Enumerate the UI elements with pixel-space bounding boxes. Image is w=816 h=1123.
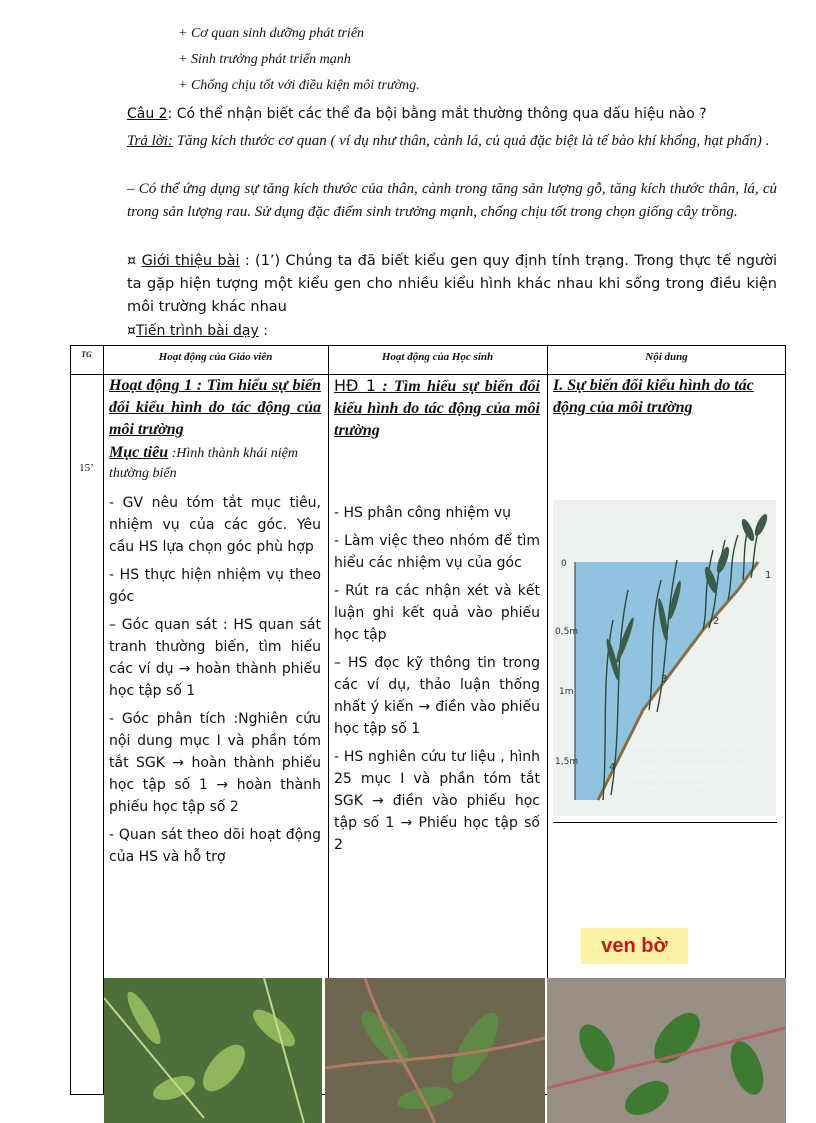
teacher-column — [109, 375, 321, 874]
depth-label-0: 0 — [561, 559, 567, 569]
caption-title: Hình 25. Sự biến đổi lá cây rau mác — [631, 742, 747, 750]
header-time: TG — [81, 350, 92, 359]
teacher-item-2: - HS thực hiện nhiệm vụ theo góc — [109, 567, 321, 605]
plant-photo-1 — [104, 978, 322, 1123]
bullet-3: + Chống chịu tốt với điều kiện môi trường. — [178, 78, 420, 93]
point-label-1: 1 — [765, 570, 772, 581]
teacher-goal — [109, 443, 321, 484]
intro-text: : (1’) Chúng ta đã biết kiểu gen quy định tính trạng. Trong thực tế người ta gặp hiện tượng một kiểu gen cho nhiều kiểu hình khác nhau khi sống trong điều kiện môi trường khác nhau — [127, 253, 777, 315]
lesson-intro — [127, 250, 777, 319]
student-column — [334, 375, 540, 862]
time-cell: 15’ — [79, 462, 94, 474]
header-content: Nội dung — [645, 351, 688, 363]
answer-text: Tăng kích thước cơ quan ( ví dụ như thân, cành lá, củ quả đặc biệt là tế bào khí khổng, hạt phấn) . — [172, 133, 770, 149]
teacher-activity-title — [109, 375, 321, 441]
teacher-goal-text: :Hình thành khái niệm thường biến — [109, 446, 298, 481]
teacher-goal-label: Mục tiêu — [109, 444, 169, 461]
intro-symbol: ¤ — [127, 253, 137, 269]
lesson-process — [127, 320, 777, 343]
point-label-2: 2 — [713, 616, 720, 627]
caption-line-2: – Lá trong nước có hình bản dài — [631, 783, 722, 791]
student-activity-title — [334, 375, 540, 442]
student-activity-label: HĐ 1 — [334, 376, 377, 395]
teacher-item-3: – Góc quan sát : HS quan sát tranh thường biến, tìm hiểu các ví dụ → hoàn thành phiếu học tập số 1 — [109, 617, 321, 699]
process-colon: : — [258, 323, 268, 339]
student-item-3: - Rút ra các nhận xét và kết luận ghi kết quả vào phiếu học tập — [334, 583, 540, 643]
caption-line-1: – Lá trên cạn, trong không khí hoặc trên mặt nước có hình mũi mác. — [631, 763, 745, 781]
process-symbol: ¤ — [127, 323, 136, 339]
student-item-2: - Làm việc theo nhóm để tìm hiểu các nhiệm vụ của góc — [334, 533, 540, 571]
student-item-4: – HS đọc kỹ thông tin trong các ví dụ, thảo luận thống nhất ý kiến → điền vào phiếu học tập số 1 — [334, 655, 540, 737]
application-text: – Có thể ứng dụng sự tăng kích thước của thân, cành trong tăng sản lượng gỗ, tăng kích thước thân, lá, củ trong sản lượng rau. Sử dụng đặc điểm sinh trưởng mạnh, chống chịu tốt trong chọn giống cây trồng. — [127, 181, 777, 220]
figure-caption — [631, 762, 749, 792]
question-2-label: Câu 2 — [127, 106, 168, 122]
intro-label: Giới thiệu bài — [141, 253, 240, 269]
depth-label-05: 0,5m — [555, 627, 579, 637]
teacher-item-1: - GV nêu tóm tắt mục tiêu, nhiệm vụ của các góc. Yêu cầu HS lựa chọn góc phù hợp — [109, 495, 321, 555]
plant-photo-2 — [325, 978, 545, 1123]
header-student: Hoạt động của Học sinh — [381, 351, 494, 363]
student-activity-text: : Tìm hiểu sự biến đổi kiểu hình do tác động của môi trường — [334, 378, 540, 439]
header-teacher: Hoạt động của Giáo viên — [158, 351, 273, 363]
answer — [127, 130, 777, 153]
student-item-5: - HS nghiên cứu tư liệu , hình 25 mục I và phần tóm tắt SGK → điền vào phiếu học tập số 1 → Phiếu học tập số 2 — [334, 749, 540, 853]
figure-divider — [553, 822, 777, 823]
answer-label: Trả lời: — [127, 133, 173, 149]
point-label-3: 3 — [661, 674, 668, 685]
teacher-activity-text: : Tìm hiểu sự biến đổi kiểu hình do tác động của môi trường — [109, 377, 321, 438]
question-2-text: : Có thể nhận biết các thể đa bội bằng mắt thường thông qua dấu hiệu nào ? — [167, 106, 707, 122]
question-2 — [127, 103, 777, 126]
depth-label-15: 1,5m — [555, 757, 579, 767]
bullet-1: + Cơ quan sinh dưỡng phát triển — [178, 26, 365, 41]
student-item-1: - HS phân công nhiệm vụ — [334, 505, 511, 521]
teacher-item-4: - Góc phân tích :Nghiên cứu nội dung mục I và phần tóm tắt SGK → hoàn thành phiếu học tập số 1 → hoàn thành phiếu học tập số 2 — [109, 711, 321, 815]
process-label: Tiến trình bài dạy — [135, 323, 259, 339]
bullet-2: + Sinh trưởng phát triển mạnh — [178, 52, 351, 67]
content-title: I. Sự biến đổi kiểu hình do tác động của môi trường — [553, 377, 754, 416]
teacher-activity-label: Hoạt động 1 — [109, 377, 193, 394]
depth-label-1: 1m — [559, 687, 574, 697]
teacher-item-5: - Quan sát theo dõi hoạt động của HS và hỗ trợ — [109, 827, 321, 865]
point-label-4: 4 — [609, 762, 616, 773]
plant-photo-3 — [547, 978, 786, 1123]
ven-bo-label: ven bờ — [581, 928, 688, 964]
